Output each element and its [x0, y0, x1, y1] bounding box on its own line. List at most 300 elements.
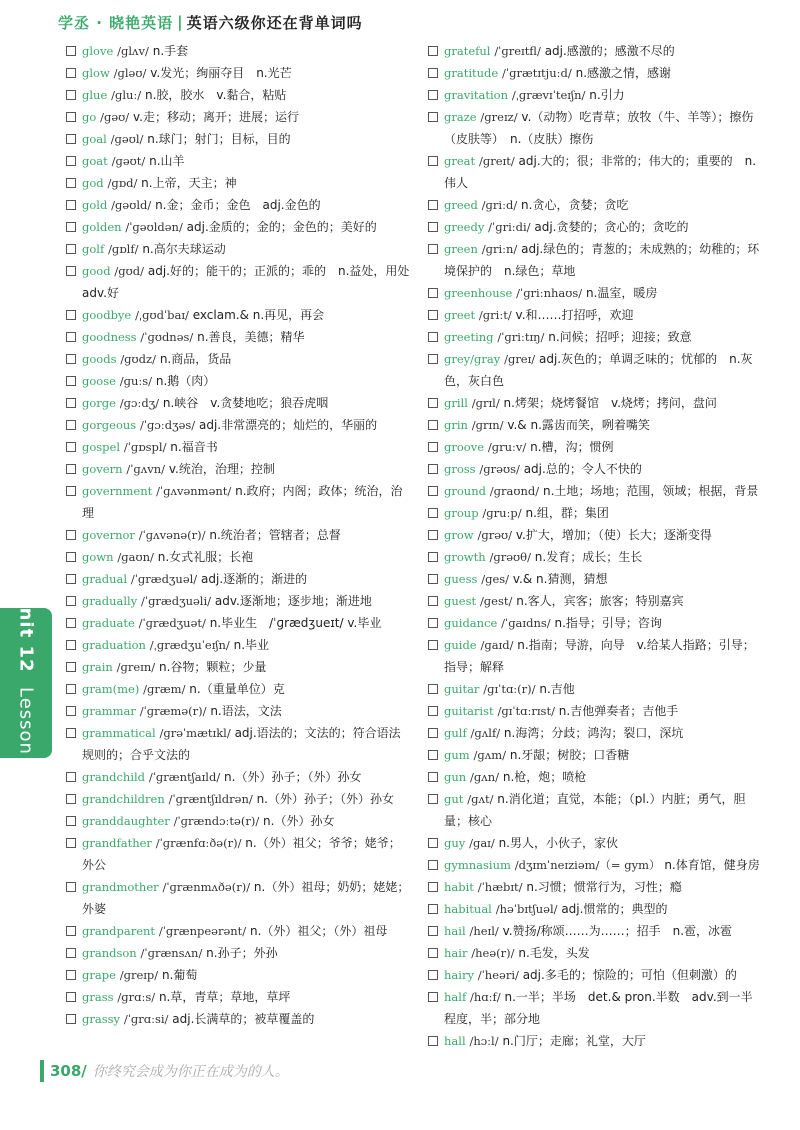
entry-definition: n.统治者；管辖者；总督: [209, 528, 341, 542]
entry-definition: n.问候；招呼；迎接；致意: [548, 330, 692, 344]
checkbox-icon: [66, 882, 76, 892]
entry-phonetic: /ˈɡræntʃaɪld/: [148, 770, 221, 784]
entry-word: gorge: [82, 396, 116, 410]
checkbox-icon: [66, 772, 76, 782]
vocab-entry: [428, 436, 763, 458]
entry-word: graduate: [82, 616, 135, 630]
entry-phonetic: /ɡrɪn/: [471, 418, 504, 432]
entry-definition: n.（外）孙子；（外）孙女: [256, 792, 394, 806]
entry-definition: v.& n.猜测，猜想: [512, 572, 608, 586]
checkbox-icon: [66, 332, 76, 342]
entry-definition: adj.大的；很；非常的；伟大的；重要的 n.伟人: [444, 154, 757, 190]
entry-phonetic: /ɡaɪd/: [480, 638, 514, 652]
checkbox-icon: [428, 860, 438, 870]
entry-word: goods: [82, 352, 117, 366]
entry-phonetic: /ɡraʊnd/: [489, 484, 540, 498]
entry-definition: n.（外）孙女: [263, 814, 335, 828]
entry-phonetic: /ɡʌlf/: [470, 726, 501, 740]
entry-definition: n.女式礼服；长袍: [157, 550, 254, 564]
checkbox-icon: [66, 178, 76, 188]
entry-word: go: [82, 110, 97, 124]
vocab-entry: [428, 458, 763, 480]
entry-word: guitarist: [444, 704, 494, 718]
checkbox-icon: [66, 222, 76, 232]
checkbox-icon: [66, 112, 76, 122]
entry-word: gown: [82, 550, 114, 564]
entry-definition: adj.绿色的；青葱的；未成熟的；幼稚的；环境保护的 n.绿色；草地: [444, 242, 760, 278]
checkbox-icon: [428, 618, 438, 628]
entry-word: guidance: [444, 616, 498, 630]
vocab-entry: [428, 414, 763, 436]
entry-definition: adj.贪婪的；贪心的；贪吃的: [534, 220, 689, 234]
entry-phonetic: /ˈɡrɑːsi/: [123, 1012, 169, 1026]
footer-accent-bar: [40, 1060, 44, 1082]
vocab-entry: [66, 326, 411, 348]
entry-word: green: [444, 242, 478, 256]
entry-definition: adj.长满草的；被草覆盖的: [172, 1012, 315, 1026]
entry-word: gram(me): [82, 682, 140, 696]
checkbox-icon: [66, 486, 76, 496]
checkbox-icon: [66, 1014, 76, 1024]
checkbox-icon: [428, 970, 438, 980]
checkbox-icon: [428, 574, 438, 584]
entry-phonetic: /hɔːl/: [469, 1034, 499, 1048]
vocab-entry: [66, 788, 411, 810]
entry-definition: n.体育馆，健身房: [664, 858, 760, 872]
entry-definition: n.枪，炮；喷枪: [502, 770, 587, 784]
entry-word: guitar: [444, 682, 480, 696]
entry-word: guest: [444, 594, 477, 608]
entry-definition: exclam.& n.再见，再会: [192, 308, 325, 322]
entry-definition: n.毛发，头发: [518, 946, 590, 960]
header-separator: |: [177, 13, 183, 31]
entry-phonetic: /ɡɔːdʒ/: [119, 396, 160, 410]
checkbox-icon: [66, 926, 76, 936]
entry-phonetic: /ɡrəˈmætɪkl/: [159, 726, 231, 740]
entry-definition: n.孙子；外孙: [206, 946, 278, 960]
entry-definition: n.牙龈；树胶；口香糖: [509, 748, 630, 762]
entry-phonetic: /ˈɡʌvn/: [126, 462, 166, 476]
entry-definition: n.上帝，天主；神: [141, 176, 237, 190]
vocab-entry: [66, 810, 411, 832]
vocab-entry: [66, 62, 411, 84]
entry-word: greed: [444, 198, 478, 212]
checkbox-icon: [66, 728, 76, 738]
entry-word: governor: [82, 528, 135, 542]
vocab-entry: [428, 502, 763, 524]
checkbox-icon: [66, 662, 76, 672]
vocab-entry: [428, 964, 763, 986]
vocab-entry: [66, 260, 422, 304]
checkbox-icon: [66, 530, 76, 540]
vocab-entry: [66, 436, 411, 458]
entry-phonetic: /ɡrɑːs/: [117, 990, 156, 1004]
entry-definition: n.烤架；烧烤餐馆 v.烧烤；拷问，盘问: [503, 396, 717, 410]
page-header: [58, 8, 363, 36]
checkbox-icon: [428, 112, 438, 122]
vocab-entry: [428, 766, 763, 788]
vocab-entry: [428, 898, 763, 920]
vocab-entry: [428, 678, 763, 700]
entry-phonetic: /ˈɡəʊldən/: [125, 220, 183, 234]
entry-definition: n.（外）祖父；爷爷；姥爷；外公: [82, 836, 401, 872]
entry-word: goal: [82, 132, 107, 146]
entry-definition: n.温室，暖房: [586, 286, 658, 300]
checkbox-icon: [66, 970, 76, 980]
entry-word: glow: [82, 66, 110, 80]
entry-word: guy: [444, 836, 466, 850]
vocab-entry: [428, 480, 763, 502]
entry-phonetic: /ɡrəʊθ/: [489, 550, 531, 564]
vocab-entry: [428, 84, 763, 106]
entry-phonetic: /ˈɡriːtɪŋ/: [497, 330, 545, 344]
entry-phonetic: /ɡɒlf/: [108, 242, 139, 256]
checkbox-icon: [428, 794, 438, 804]
vocab-entry: [66, 480, 411, 524]
vocab-entry: [66, 832, 411, 876]
entry-word: granddaughter: [82, 814, 170, 828]
entry-definition: n.语法，文法: [210, 704, 282, 718]
entry-phonetic: /heɪl/: [469, 924, 499, 938]
entry-definition: n.草，青草；草地，草坪: [158, 990, 291, 1004]
checkbox-icon: [66, 90, 76, 100]
entry-definition: n.习惯；惯常行为，习性；瘾: [526, 880, 682, 894]
entry-phonetic: /ˌɡʊdˈbaɪ/: [135, 308, 189, 322]
checkbox-icon: [428, 156, 438, 166]
unit-lesson-tab: [0, 591, 52, 775]
entry-word: glove: [82, 44, 114, 58]
entry-definition: n.福音书: [170, 440, 218, 454]
entry-word: hairy: [444, 968, 474, 982]
vocab-entry: [66, 106, 411, 128]
entry-phonetic: /ˈɡaɪdns/: [501, 616, 551, 630]
unit-label: Unit 12: [15, 591, 37, 673]
checkbox-icon: [428, 222, 438, 232]
entry-definition: v.（动物）吃青草；放牧（牛、羊等）；擦伤（皮肤等） n.（皮肤）擦伤: [444, 110, 754, 146]
entry-word: gulf: [444, 726, 467, 740]
entry-definition: n.（外）祖父；（外）祖母: [250, 924, 388, 938]
checkbox-icon: [66, 640, 76, 650]
brand-name: 学丞 · 晓艳英语: [58, 13, 174, 32]
entry-word: gymnasium: [444, 858, 511, 872]
checkbox-icon: [428, 46, 438, 56]
checkbox-icon: [428, 530, 438, 540]
entry-phonetic: /ˈhæbɪt/: [477, 880, 523, 894]
entry-definition: n.土地；场地；范围，领域；根据，背景: [543, 484, 759, 498]
entry-phonetic: /ˌɡrævɪˈteɪʃn/: [511, 88, 586, 102]
entry-phonetic: /ɡʌt/: [467, 792, 494, 806]
vocab-entry: [66, 194, 411, 216]
entry-word: grow: [444, 528, 474, 542]
vocab-entry: [66, 458, 411, 480]
checkbox-icon: [428, 90, 438, 100]
entry-word: grape: [82, 968, 116, 982]
checkbox-icon: [428, 706, 438, 716]
vocab-entry: [66, 546, 411, 568]
entry-phonetic: /ɡəʊ/: [100, 110, 130, 124]
entry-phonetic: /ɡuːs/: [119, 374, 153, 388]
footer-quote: 你终究会成为你正在成为的人。: [92, 1064, 289, 1080]
lesson-label: Lesson 2: [15, 687, 37, 775]
entry-phonetic: /ɡʊd/: [114, 264, 145, 278]
entry-word: hair: [444, 946, 468, 960]
entry-definition: adv.逐渐地；逐步地；渐进地: [214, 594, 372, 608]
entry-word: greeting: [444, 330, 494, 344]
checkbox-icon: [66, 992, 76, 1002]
entry-definition: n.毕业: [233, 638, 270, 652]
entry-phonetic: /ɡəʊt/: [111, 154, 146, 168]
checkbox-icon: [428, 310, 438, 320]
vocab-entry: [66, 920, 411, 942]
vocab-entry: [66, 128, 411, 150]
entry-word: grateful: [444, 44, 491, 58]
entry-phonetic: /ɡrəʊ/: [477, 528, 513, 542]
vocab-entry: [66, 414, 411, 436]
vocab-entry: [428, 854, 763, 876]
entry-word: gross: [444, 462, 476, 476]
entry-definition: v.统治，治理；控制: [168, 462, 275, 476]
entry-phonetic: /ˈɡriːnhaʊs/: [516, 286, 583, 300]
entry-definition: n.峡谷 v.贪婪地吃；狼吞虎咽: [162, 396, 329, 410]
checkbox-icon: [428, 442, 438, 452]
vocab-entry: [66, 524, 411, 546]
entry-definition: adj.感激的；感激不尽的: [544, 44, 675, 58]
entry-phonetic: /ɡriːt/: [478, 308, 512, 322]
entry-phonetic: /ˈheəri/: [477, 968, 519, 982]
entry-definition: adj.惯常的；典型的: [561, 902, 668, 916]
entry-word: greedy: [444, 220, 485, 234]
vocab-entry: [428, 238, 763, 282]
entry-definition: v.& n.露齿而笑，咧着嘴笑: [507, 418, 650, 432]
entry-phonetic: /ɡruːp/: [482, 506, 522, 520]
checkbox-icon: [428, 640, 438, 650]
entry-phonetic: /ɡreɪp/: [119, 968, 159, 982]
checkbox-icon: [66, 838, 76, 848]
vocab-entry: [428, 612, 763, 634]
vocab-entry: [428, 524, 763, 546]
entry-definition: adj.总的；令人不快的: [523, 462, 642, 476]
checkbox-icon: [66, 376, 76, 386]
vocab-entry: [66, 722, 411, 766]
entry-word: grey/gray: [444, 352, 501, 366]
vocab-entry: [66, 304, 411, 326]
vocab-entry: [66, 84, 411, 106]
entry-phonetic: /hɑːf/: [470, 990, 501, 1004]
vocab-entry: [66, 700, 411, 722]
entry-definition: n.鹅（肉）: [155, 374, 216, 388]
entry-phonetic: /ɡɒd/: [107, 176, 138, 190]
vocab-entry: [428, 62, 763, 84]
vocab-entry: [428, 326, 763, 348]
entry-word: ground: [444, 484, 486, 498]
entry-phonetic: /ɡriːn/: [481, 242, 518, 256]
entry-phonetic: /ˈɡriːdi/: [488, 220, 531, 234]
entry-word: guide: [444, 638, 477, 652]
checkbox-icon: [428, 354, 438, 364]
checkbox-icon: [428, 838, 438, 848]
checkbox-icon: [428, 332, 438, 342]
entry-word: groove: [444, 440, 485, 454]
checkbox-icon: [428, 200, 438, 210]
entry-phonetic: /heə(r)/: [471, 946, 515, 960]
entry-definition: n.葡萄: [162, 968, 198, 982]
vocab-entry: [428, 106, 763, 150]
entry-phonetic: /ɡreɪn/: [116, 660, 156, 674]
checkbox-icon: [66, 948, 76, 958]
checkbox-icon: [66, 134, 76, 144]
entry-word: graduation: [82, 638, 146, 652]
entry-definition: n.一半；半场 det.& pron.半数 adv.到一半程度，半；部分地: [444, 990, 753, 1026]
checkbox-icon: [66, 794, 76, 804]
checkbox-icon: [428, 464, 438, 474]
entry-word: grassy: [82, 1012, 121, 1026]
checkbox-icon: [428, 1036, 438, 1046]
vocab-entry: [428, 568, 763, 590]
entry-definition: n.山羊: [149, 154, 185, 168]
entry-phonetic: /ɡaʊn/: [117, 550, 154, 564]
entry-definition: n.槽，沟；惯例: [530, 440, 614, 454]
entry-phonetic: /ɡreɪz/: [480, 110, 518, 124]
vocab-entry: [428, 304, 763, 326]
entry-word: gravitation: [444, 88, 508, 102]
entry-phonetic: /ˈɡrædʒuəli/: [141, 594, 212, 608]
vocab-entry: [428, 348, 763, 392]
entry-definition: n.消化道；直觉，本能；（pl.）内脏；勇气，胆量；核心: [444, 792, 746, 828]
entry-phonetic: /ˈɡrænpeərənt/: [158, 924, 247, 938]
checkbox-icon: [66, 464, 76, 474]
entry-definition: n.引力: [589, 88, 625, 102]
entry-definition: adj.好的；能干的；正派的；乖的 n.益处，用处 adv.好: [82, 264, 422, 300]
vocab-entry: [66, 590, 411, 612]
checkbox-icon: [66, 200, 76, 210]
checkbox-icon: [66, 574, 76, 584]
entry-word: gratitude: [444, 66, 499, 80]
vocab-entry: [66, 1008, 411, 1030]
checkbox-icon: [428, 904, 438, 914]
entry-definition: n.金；金币；金色 adj.金色的: [155, 198, 321, 212]
entry-phonetic: /ɡluː/: [111, 88, 142, 102]
entry-word: grin: [444, 418, 468, 432]
entry-word: habitual: [444, 902, 492, 916]
entry-phonetic: /ˌɡrædʒuˈeɪʃn/: [149, 638, 230, 652]
entry-definition: n.毕业生 /ˈɡrædʒueɪt/ v.毕业: [209, 616, 382, 630]
checkbox-icon: [428, 992, 438, 1002]
entry-word: goodness: [82, 330, 137, 344]
vocab-entry: [428, 194, 763, 216]
entry-definition: v.赞扬/称颂……为……；招手 n.雹，冰雹: [502, 924, 733, 938]
checkbox-icon: [66, 244, 76, 254]
entry-definition: n.（重量单位）克: [189, 682, 285, 696]
entry-phonetic: /dʒɪmˈneɪziəm/（= gym）: [514, 858, 661, 872]
checkbox-icon: [428, 948, 438, 958]
entry-word: government: [82, 484, 153, 498]
vocab-entry: [66, 568, 411, 590]
entry-phonetic: /ˈɡreɪtfl/: [494, 44, 541, 58]
entry-phonetic: /ɡɪˈtɑː(r)/: [483, 682, 536, 696]
checkbox-icon: [428, 244, 438, 254]
checkbox-icon: [66, 354, 76, 364]
vocab-entry: [66, 40, 411, 62]
vocab-entry: [66, 678, 411, 700]
entry-word: guess: [444, 572, 478, 586]
entry-phonetic: /ɡləʊ/: [113, 66, 147, 80]
entry-word: grammatical: [82, 726, 156, 740]
entry-definition: n.发育；成长；生长: [534, 550, 643, 564]
entry-word: grandfather: [82, 836, 152, 850]
entry-word: grain: [82, 660, 113, 674]
entry-phonetic: /ˈɡræntʃɪldrən/: [168, 792, 253, 806]
entry-phonetic: /ˈɡrænmʌðə(r)/: [162, 880, 251, 894]
entry-phonetic: /ˈɡrætɪtjuːd/: [502, 66, 572, 80]
entry-definition: n.手套: [152, 44, 189, 58]
vocab-entry: [428, 832, 763, 854]
entry-definition: n.善良，美德；精华: [197, 330, 305, 344]
vocab-entry: [66, 216, 411, 238]
entry-word: golden: [82, 220, 122, 234]
entry-definition: adj.非常漂亮的；灿烂的，华丽的: [199, 418, 378, 432]
entry-word: grandmother: [82, 880, 159, 894]
entry-phonetic: /ɡrəʊs/: [479, 462, 520, 476]
entry-phonetic: /ˈɡræmə(r)/: [139, 704, 207, 718]
checkbox-icon: [66, 618, 76, 628]
vocab-entry: [428, 1030, 763, 1052]
entry-phonetic: /ɡʌn/: [470, 770, 500, 784]
entry-word: gradual: [82, 572, 128, 586]
vocab-entry: [66, 634, 411, 656]
entry-phonetic: /ˈɡʌvənə(r)/: [138, 528, 206, 542]
vocab-entry: [428, 282, 763, 304]
entry-word: hall: [444, 1034, 466, 1048]
entry-definition: n.门厅；走廊；礼堂，大厅: [502, 1034, 646, 1048]
entry-word: growth: [444, 550, 486, 564]
entry-definition: adj.逐渐的；渐进的: [201, 572, 308, 586]
vocab-entry: [428, 920, 763, 942]
vocab-entry: [428, 546, 763, 568]
checkbox-icon: [428, 926, 438, 936]
vocab-entry: [428, 722, 763, 744]
entry-phonetic: /ɡruːv/: [487, 440, 527, 454]
entry-phonetic: /ˈɡrædʒuəl/: [130, 572, 198, 586]
checkbox-icon: [66, 68, 76, 78]
checkbox-icon: [66, 266, 76, 276]
entry-word: gum: [444, 748, 470, 762]
entry-definition: n.胶，胶水 v.黏合，粘贴: [145, 88, 287, 102]
entry-word: great: [444, 154, 476, 168]
entry-word: glue: [82, 88, 108, 102]
vocab-entry: [428, 590, 763, 612]
entry-phonetic: /ˈɡɒspl/: [123, 440, 167, 454]
checkbox-icon: [66, 398, 76, 408]
entry-word: greet: [444, 308, 476, 322]
entry-phonetic: /ɡræm/: [143, 682, 186, 696]
entry-phonetic: /ɡrɪl/: [471, 396, 500, 410]
checkbox-icon: [428, 750, 438, 760]
vocab-entry: [66, 150, 411, 172]
checkbox-icon: [428, 882, 438, 892]
entry-word: govern: [82, 462, 123, 476]
entry-word: goodbye: [82, 308, 132, 322]
entry-word: gradually: [82, 594, 138, 608]
entry-word: grammar: [82, 704, 136, 718]
entry-word: gun: [444, 770, 467, 784]
entry-word: gospel: [82, 440, 121, 454]
entry-phonetic: /ɡəʊl/: [110, 132, 144, 146]
vocab-entry: [428, 150, 763, 194]
entry-word: goose: [82, 374, 116, 388]
entry-phonetic: /ɡlʌv/: [117, 44, 149, 58]
entry-definition: n.男人，小伙子，家伙: [498, 836, 618, 850]
entry-phonetic: /ˈɡrædʒuət/: [138, 616, 206, 630]
